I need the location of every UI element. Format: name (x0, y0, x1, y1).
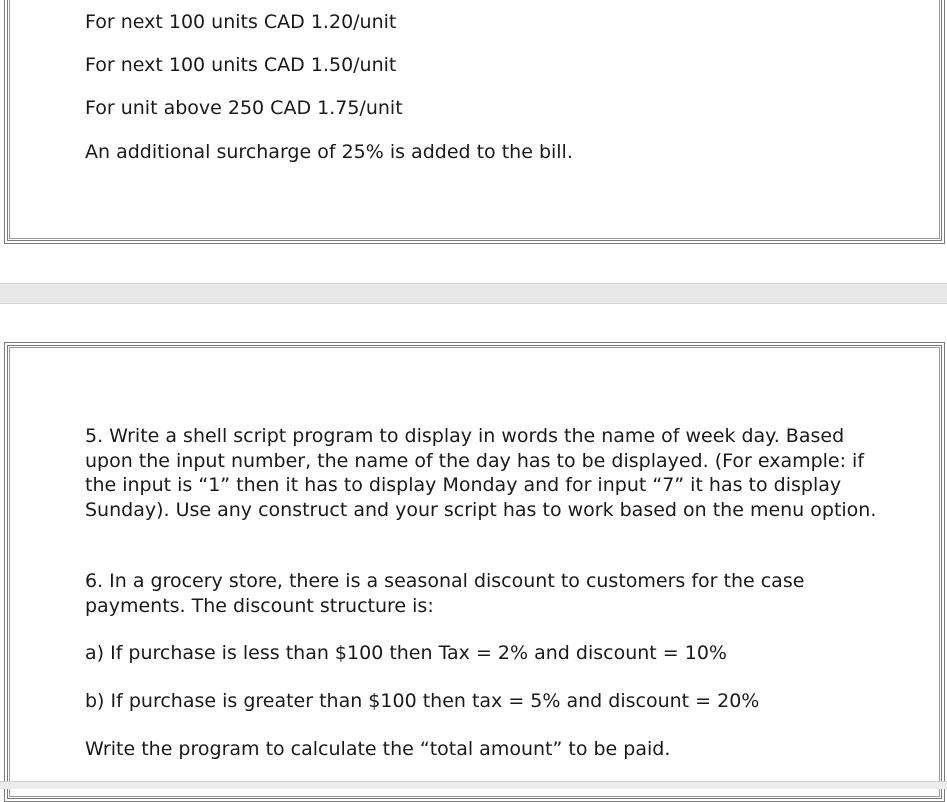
rate-line-2: For next 100 units CAD 1.50/unit (85, 54, 397, 76)
question-6-option-b: b) If purchase is greater than $100 then tax = 5% and discount = 20% (85, 690, 760, 712)
question-6-option-a: a) If purchase is less than $100 then Tax = 2% and discount = 10% (85, 642, 727, 664)
rate-line-3: For unit above 250 CAD 1.75/unit (85, 97, 403, 119)
surcharge-line: An additional surcharge of 25% is added to the bill. (85, 141, 573, 163)
bottom-scroll-strip (0, 781, 947, 789)
question-5: 5. Write a shell script program to display in words the name of week day. Based upon the input number, the name of the day has to be displayed. (For example: if the input is “1” then it has to display Monday and for input “7” it has to display Sunday). Use any construct and your script has to work based on the menu option. (85, 425, 877, 521)
section-separator (0, 283, 947, 304)
top-question-frame (4, 0, 945, 244)
question-6-intro: 6. In a grocery store, there is a seasonal discount to customers for the case payments. The discount structure is: (85, 570, 805, 617)
rate-line-1: For next 100 units CAD 1.20/unit (85, 11, 397, 33)
question-6-final: Write the program to calculate the “total amount” to be paid. (85, 738, 671, 760)
